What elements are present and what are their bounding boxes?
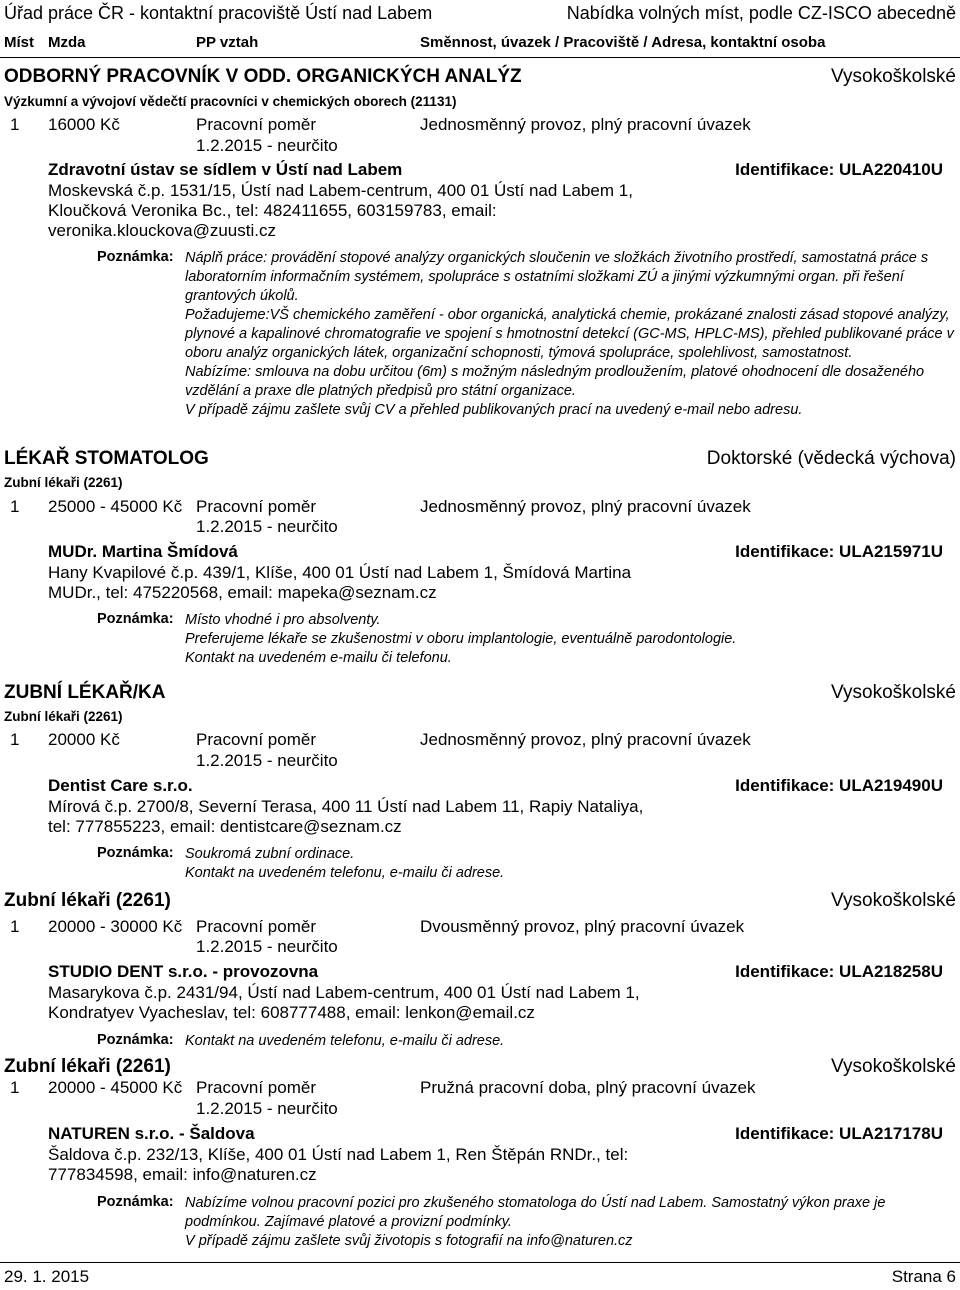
wage: 20000 - 30000 Kč bbox=[48, 917, 183, 936]
offer-identification: Identifikace: ULA219490U bbox=[735, 776, 943, 795]
job-title: Zubní lékaři (2261) bbox=[4, 1056, 171, 1077]
note-paragraph: Kontakt na uvedeném telefonu, e-mailu či adrese. bbox=[185, 865, 505, 881]
employment-period: 1.2.2015 - neurčito bbox=[196, 1099, 338, 1118]
column-header-smennost: Směnnost, úvazek / Pracoviště / Adresa, kontaktní osoba bbox=[420, 34, 826, 51]
listing-description: Nabídka volných míst, podle CZ-ISCO abecedně bbox=[566, 3, 956, 23]
job-title: Zubní lékaři (2261) bbox=[4, 890, 171, 911]
employment-period: 1.2.2015 - neurčito bbox=[196, 937, 338, 956]
note-label: Poznámka: bbox=[97, 249, 174, 265]
note-text bbox=[185, 1032, 955, 1051]
education-level: Vysokoškolské bbox=[831, 66, 956, 87]
shift-type: Jednosměnný provoz, plný pracovní úvazek bbox=[420, 730, 751, 749]
note-text bbox=[185, 845, 955, 883]
note-paragraph: Nabízíme volnou pracovní pozici pro zkušeného stomatologa do Ústí nad Labem. Samostatný výkon praxe je podmínkou. Zajímavé platové a provizní podmínky. bbox=[185, 1195, 886, 1230]
note-label: Poznámka: bbox=[97, 1194, 174, 1210]
employment-relation: Pracovní poměr bbox=[196, 497, 316, 516]
column-header-mist: Míst bbox=[4, 34, 34, 51]
wage: 20000 Kč bbox=[48, 730, 120, 749]
employer-address bbox=[48, 797, 748, 837]
employer-address bbox=[48, 983, 748, 1023]
column-header-mzda: Mzda bbox=[48, 34, 86, 51]
employer-name: MUDr. Martina Šmídová bbox=[48, 542, 238, 561]
note-paragraph: Preferujeme lékaře se zkušenostmi v oboru implantologie, eventuálně parodontologie. bbox=[185, 631, 737, 647]
shift-type: Jednosměnný provoz, plný pracovní úvazek bbox=[420, 497, 751, 516]
job-category: Zubní lékaři (2261) bbox=[4, 709, 123, 724]
address-line: Moskevská č.p. 1531/15, Ústí nad Labem-centrum, 400 01 Ústí nad Labem 1, bbox=[48, 181, 633, 200]
note-text bbox=[185, 611, 955, 668]
note-paragraph: Požadujeme:VŠ chemického zaměření - obor organická, analytická chemie, prokázané znalosti zásad stopové analýzy, plynové a kapalinové chromatografie ve spojení s hmotnostní detekcí (GC-MS, HPLC-MS), přehled publikované práce v oboru analýz organických látek, organizační schopnosti, týmová spolupráce, spolehlivost, samostatnost. bbox=[185, 307, 954, 361]
education-level: Vysokoškolské bbox=[831, 1056, 956, 1077]
employer-address bbox=[48, 181, 748, 241]
address-line[interactable]: Kondratyev Vyacheslav, tel: 608777488, email: lenkon@email.cz bbox=[48, 1003, 535, 1022]
address-line: Kloučková Veronika Bc., tel: 482411655, 603159783, email: bbox=[48, 201, 497, 220]
employer-address bbox=[48, 1145, 748, 1185]
address-line: Mírová č.p. 2700/8, Severní Terasa, 400 11 Ústí nad Labem 11, Rapiy Nataliya, bbox=[48, 797, 644, 816]
shift-type: Jednosměnný provoz, plný pracovní úvazek bbox=[420, 115, 751, 134]
employer-name: Dentist Care s.r.o. bbox=[48, 776, 193, 795]
offer-identification: Identifikace: ULA217178U bbox=[735, 1124, 943, 1143]
note-paragraph: Kontakt na uvedeném telefonu, e-mailu či adrese. bbox=[185, 1033, 505, 1049]
offer-identification: Identifikace: ULA218258U bbox=[735, 962, 943, 981]
wage: 25000 - 45000 Kč bbox=[48, 497, 183, 516]
note-paragraph: Kontakt na uvedeném e-mailu či telefonu. bbox=[185, 650, 452, 666]
job-category: Zubní lékaři (2261) bbox=[4, 475, 123, 490]
note-label: Poznámka: bbox=[97, 611, 174, 627]
job-title: ODBORNÝ PRACOVNÍK V ODD. ORGANICKÝCH ANALÝZ bbox=[4, 66, 522, 87]
note-paragraph: Náplň práce: provádění stopové analýzy organických sloučenin ve složkách životního prostředí, samostatná práce s laboratorním informačním systémem, spolupráce s ostatními složkami ZÚ a jinými výzkumnými organ. při řešení grantových úkolů. bbox=[185, 250, 929, 304]
address-line[interactable]: MUDr., tel: 475220568, email: mapeka@seznam.cz bbox=[48, 583, 437, 602]
job-title: ZUBNÍ LÉKAŘ/KA bbox=[4, 682, 166, 703]
note-paragraph: V případě zájmu zašlete svůj životopis s fotografií na info@naturen.cz bbox=[185, 1233, 633, 1249]
education-level: Vysokoškolské bbox=[831, 890, 956, 911]
offer-identification: Identifikace: ULA220410U bbox=[735, 160, 943, 179]
vacancy-count: 1 bbox=[10, 730, 20, 749]
education-level: Doktorské (vědecká výchova) bbox=[706, 448, 956, 469]
footer-divider bbox=[0, 1262, 960, 1263]
wage: 16000 Kč bbox=[48, 115, 120, 134]
header-divider bbox=[0, 57, 960, 58]
print-date: 29. 1. 2015 bbox=[4, 1267, 90, 1286]
job-title: LÉKAŘ STOMATOLOG bbox=[4, 448, 209, 469]
vacancy-count: 1 bbox=[10, 1078, 20, 1097]
address-line: Hany Kvapilové č.p. 439/1, Klíše, 400 01 Ústí nad Labem 1, Šmídová Martina bbox=[48, 563, 632, 582]
address-line: Šaldova č.p. 232/13, Klíše, 400 01 Ústí nad Labem 1, Ren Štěpán RNDr., tel: bbox=[48, 1145, 629, 1164]
note-paragraph: Místo vhodné i pro absolventy. bbox=[185, 612, 381, 628]
employment-period: 1.2.2015 - neurčito bbox=[196, 517, 338, 536]
address-line: Masarykova č.p. 2431/94, Ústí nad Labem-centrum, 400 01 Ústí nad Labem 1, bbox=[48, 983, 640, 1002]
office-name: Úřad práce ČR - kontaktní pracoviště Ústí nad Labem bbox=[4, 3, 433, 23]
employer-address bbox=[48, 563, 748, 603]
vacancy-count: 1 bbox=[10, 497, 20, 516]
address-line[interactable]: 777834598, email: info@naturen.cz bbox=[48, 1165, 317, 1184]
note-text bbox=[185, 249, 955, 420]
note-paragraph: V případě zájmu zašlete svůj CV a přehled publikovaných prací na uvedený e-mail nebo adresu. bbox=[185, 402, 803, 418]
education-level: Vysokoškolské bbox=[831, 682, 956, 703]
vacancy-count: 1 bbox=[10, 917, 20, 936]
note-paragraph: Nabízíme: smlouva na dobu určitou (6m) s možným následným prodloužením, platové ohodnocení dle dosaženého vzdělání a praxe dle platných předpisů pro státní organizace. bbox=[185, 364, 925, 399]
note-text bbox=[185, 1194, 957, 1251]
employment-period: 1.2.2015 - neurčito bbox=[196, 751, 338, 770]
shift-type: Pružná pracovní doba, plný pracovní úvazek bbox=[420, 1078, 756, 1097]
note-paragraph: Soukromá zubní ordinace. bbox=[185, 846, 355, 862]
employment-relation: Pracovní poměr bbox=[196, 730, 316, 749]
address-line[interactable]: tel: 777855223, email: dentistcare@seznam.cz bbox=[48, 817, 402, 836]
shift-type: Dvousměnný provoz, plný pracovní úvazek bbox=[420, 917, 745, 936]
wage: 20000 - 45000 Kč bbox=[48, 1078, 183, 1097]
employer-name: NATUREN s.r.o. - Šaldova bbox=[48, 1124, 255, 1143]
vacancy-count: 1 bbox=[10, 115, 20, 134]
page-number: Strana 6 bbox=[891, 1267, 956, 1286]
employment-relation: Pracovní poměr bbox=[196, 115, 316, 134]
offer-identification: Identifikace: ULA215971U bbox=[735, 542, 943, 561]
employment-relation: Pracovní poměr bbox=[196, 917, 316, 936]
column-header-pp-vztah: PP vztah bbox=[196, 34, 259, 51]
employment-period: 1.2.2015 - neurčito bbox=[196, 136, 338, 155]
note-label: Poznámka: bbox=[97, 1032, 174, 1048]
note-label: Poznámka: bbox=[97, 845, 174, 861]
employment-relation: Pracovní poměr bbox=[196, 1078, 316, 1097]
employer-name: STUDIO DENT s.r.o. - provozovna bbox=[48, 962, 319, 981]
job-category: Výzkumní a vývojoví vědečtí pracovníci v chemických oborech (21131) bbox=[4, 94, 457, 109]
address-line[interactable]: veronika.klouckova@zuusti.cz bbox=[48, 221, 276, 240]
employer-name: Zdravotní ústav se sídlem v Ústí nad Labem bbox=[48, 160, 403, 179]
